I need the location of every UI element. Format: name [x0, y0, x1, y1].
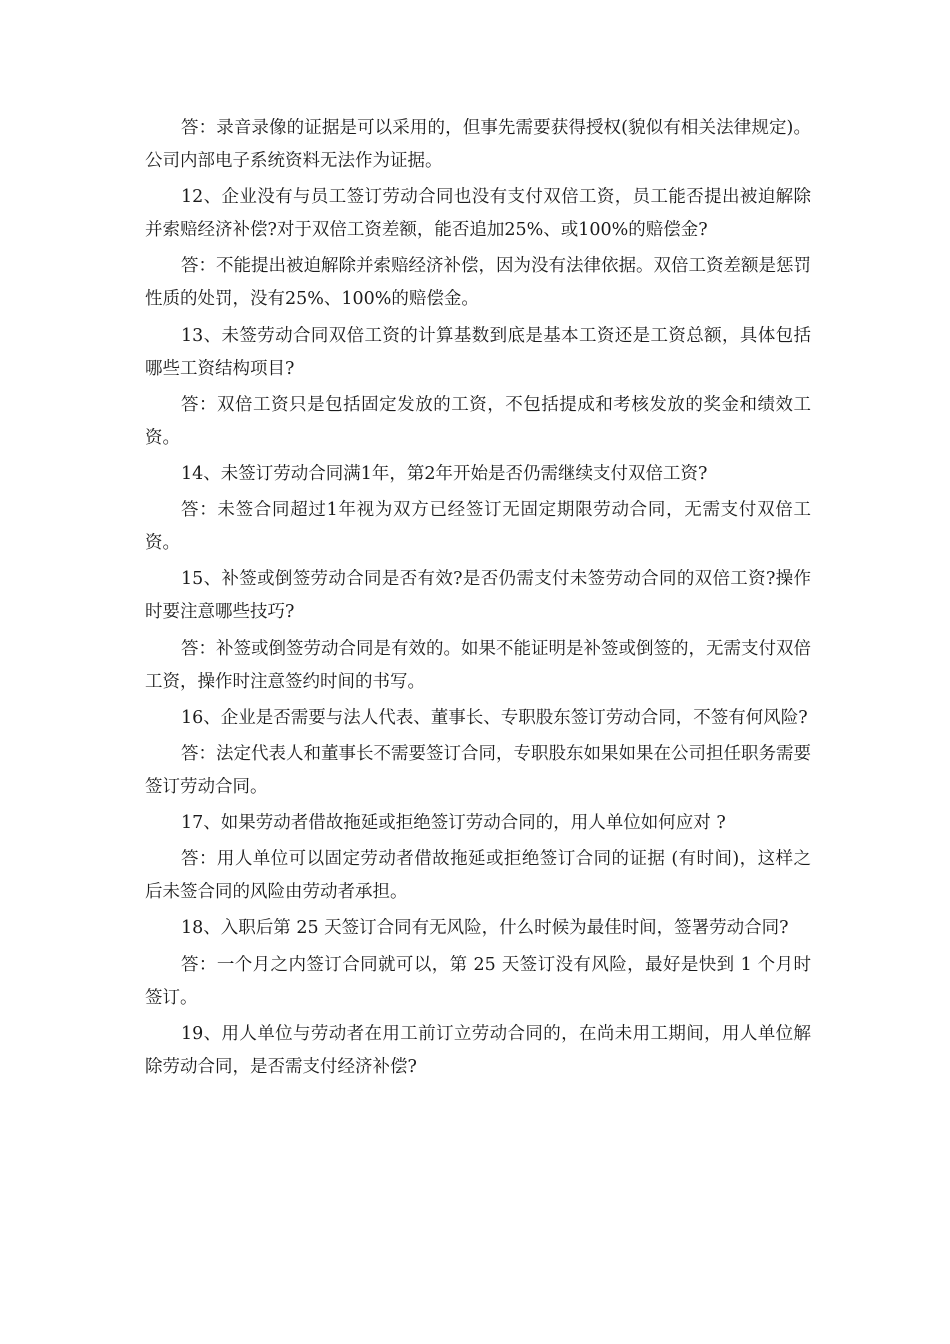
- answer-paragraph-18: 答：一个月之内签订合同就可以，第 25 天签订没有风险，最好是快到 1 个月时签订。: [145, 954, 811, 1008]
- question-paragraph-17: 17、如果劳动者借故拖延或拒绝签订劳动合同的，用人单位如何应对 ?: [181, 813, 726, 834]
- document-body: [145, 112, 811, 1084]
- question-paragraph-19: 19、用人单位与劳动者在用工前订立劳动合同的，在尚未用工期间，用人单位解除劳动合同，是否需支付经济补偿?: [145, 1023, 811, 1077]
- question-paragraph-16: 16、企业是否需要与法人代表、董事长、专职股东签订劳动合同，不签有何风险?: [181, 707, 808, 728]
- question-paragraph-18: 18、入职后第 25 天签订合同有无风险，什么时候为最佳时间，签署劳动合同?: [181, 918, 789, 939]
- answer-paragraph-12: 答：不能提出被迫解除并索赔经济补偿，因为没有法律依据。双倍工资差额是惩罚性质的处罚，没有25%、100%的赔偿金。: [145, 256, 811, 310]
- answer-paragraph-15: 答：补签或倒签劳动合同是有效的。如果不能证明是补签或倒签的，无需支付双倍工资，操作时注意签约时间的书写。: [145, 638, 811, 692]
- question-paragraph-15: 15、补签或倒签劳动合同是否有效?是否仍需支付未签劳动合同的双倍工资?操作时要注意哪些技巧?: [145, 569, 811, 623]
- answer-paragraph-11: 答：录音录像的证据是可以采用的，但事先需要获得授权(貌似有相关法律规定)。公司内部电子系统资料无法作为证据。: [145, 118, 811, 171]
- question-paragraph-14: 14、未签订劳动合同满1年，第2年开始是否仍需继续支付双倍工资?: [181, 463, 708, 484]
- answer-paragraph-13: 答：双倍工资只是包括固定发放的工资，不包括提成和考核发放的奖金和绩效工资。: [145, 394, 811, 448]
- answer-paragraph-14: 答：未签合同超过1年视为双方已经签订无固定期限劳动合同，无需支付双倍工资。: [145, 500, 811, 554]
- question-paragraph-12: 12、企业没有与员工签订劳动合同也没有支付双倍工资，员工能否提出被迫解除并索赔经济补偿?对于双倍工资差额，能否追加25%、或100%的赔偿金?: [145, 187, 811, 241]
- question-paragraph-13: 13、未签劳动合同双倍工资的计算基数到底是基本工资还是工资总额，具体包括哪些工资结构项目?: [145, 325, 811, 379]
- answer-paragraph-17: 答：用人单位可以固定劳动者借故拖延或拒绝签订合同的证据 (有时间)，这样之后未签合同的风险由劳动者承担。: [145, 849, 811, 903]
- answer-paragraph-16: 答：法定代表人和董事长不需要签订合同，专职股东如果如果在公司担任职务需要签订劳动合同。: [145, 743, 811, 797]
